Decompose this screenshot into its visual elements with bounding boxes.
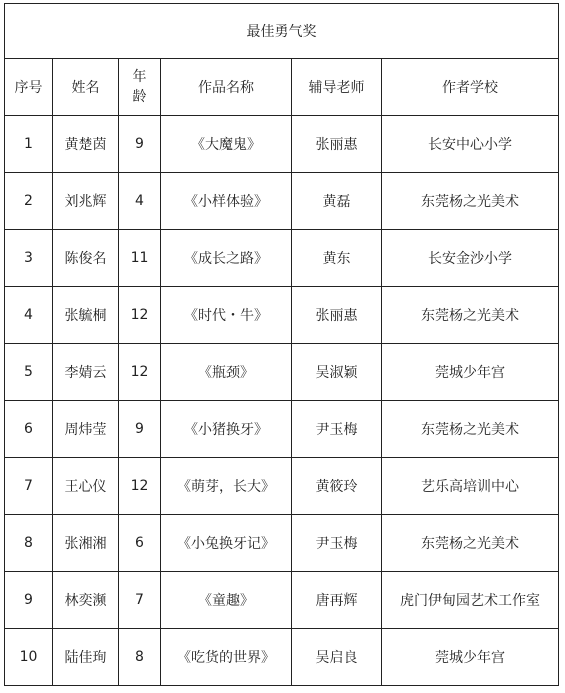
cell-work: 《萌芽，长大》 xyxy=(161,458,292,515)
cell-work: 《瓶颈》 xyxy=(161,344,292,401)
cell-school: 虎门伊甸园艺术工作室 xyxy=(382,572,559,629)
cell-work: 《大魔鬼》 xyxy=(161,116,292,173)
table-row xyxy=(5,230,559,287)
cell-school: 长安金沙小学 xyxy=(382,230,559,287)
cell-name: 李婧云 xyxy=(53,344,119,401)
table-row xyxy=(5,287,559,344)
table-row xyxy=(5,173,559,230)
header-age-line2: 龄 xyxy=(132,89,147,105)
table-row xyxy=(5,572,559,629)
cell-work: 《小兔换牙记》 xyxy=(161,515,292,572)
cell-school: 东莞杨之光美术 xyxy=(382,173,559,230)
cell-no: 1 xyxy=(5,116,53,173)
cell-teacher: 尹玉梅 xyxy=(292,515,382,572)
cell-work: 《吃货的世界》 xyxy=(161,629,292,686)
header-age xyxy=(119,59,161,116)
header-work: 作品名称 xyxy=(161,59,292,116)
title-row xyxy=(5,4,559,59)
cell-school: 莞城少年宫 xyxy=(382,629,559,686)
cell-name: 王心仪 xyxy=(53,458,119,515)
cell-name: 张湘湘 xyxy=(53,515,119,572)
cell-teacher: 张丽惠 xyxy=(292,287,382,344)
header-age-line1: 年 xyxy=(132,69,147,85)
table-title: 最佳勇气奖 xyxy=(5,4,559,59)
header-row xyxy=(5,59,559,116)
cell-work: 《童趣》 xyxy=(161,572,292,629)
cell-teacher: 唐再辉 xyxy=(292,572,382,629)
table-body xyxy=(5,116,559,686)
cell-school: 东莞杨之光美术 xyxy=(382,515,559,572)
cell-age: 6 xyxy=(119,515,161,572)
table-row xyxy=(5,629,559,686)
cell-name: 黄楚茵 xyxy=(53,116,119,173)
cell-age: 12 xyxy=(119,287,161,344)
cell-age: 7 xyxy=(119,572,161,629)
cell-school: 莞城少年宫 xyxy=(382,344,559,401)
header-school: 作者学校 xyxy=(382,59,559,116)
award-table xyxy=(4,3,559,686)
cell-age: 9 xyxy=(119,116,161,173)
cell-school: 长安中心小学 xyxy=(382,116,559,173)
cell-school: 东莞杨之光美术 xyxy=(382,401,559,458)
cell-teacher: 张丽惠 xyxy=(292,116,382,173)
cell-work: 《小猪换牙》 xyxy=(161,401,292,458)
cell-no: 9 xyxy=(5,572,53,629)
cell-name: 陈俊名 xyxy=(53,230,119,287)
cell-age: 11 xyxy=(119,230,161,287)
cell-name: 周炜莹 xyxy=(53,401,119,458)
header-name: 姓名 xyxy=(53,59,119,116)
header-no: 序号 xyxy=(5,59,53,116)
cell-no: 8 xyxy=(5,515,53,572)
table-row xyxy=(5,458,559,515)
cell-name: 张毓桐 xyxy=(53,287,119,344)
cell-no: 10 xyxy=(5,629,53,686)
cell-age: 4 xyxy=(119,173,161,230)
table-row xyxy=(5,116,559,173)
cell-age: 12 xyxy=(119,458,161,515)
cell-no: 4 xyxy=(5,287,53,344)
cell-teacher: 黄磊 xyxy=(292,173,382,230)
award-table-container xyxy=(4,3,559,686)
cell-work: 《成长之路》 xyxy=(161,230,292,287)
table-row xyxy=(5,515,559,572)
cell-teacher: 尹玉梅 xyxy=(292,401,382,458)
cell-teacher: 黄筱玲 xyxy=(292,458,382,515)
cell-no: 3 xyxy=(5,230,53,287)
table-row xyxy=(5,344,559,401)
cell-age: 8 xyxy=(119,629,161,686)
cell-name: 陆佳珣 xyxy=(53,629,119,686)
cell-no: 6 xyxy=(5,401,53,458)
cell-work: 《时代・牛》 xyxy=(161,287,292,344)
table-row xyxy=(5,401,559,458)
header-teacher: 辅导老师 xyxy=(292,59,382,116)
cell-work: 《小样体验》 xyxy=(161,173,292,230)
cell-teacher: 黄东 xyxy=(292,230,382,287)
cell-age: 9 xyxy=(119,401,161,458)
cell-name: 林奕濒 xyxy=(53,572,119,629)
cell-no: 2 xyxy=(5,173,53,230)
cell-school: 艺乐高培训中心 xyxy=(382,458,559,515)
cell-teacher: 吴启良 xyxy=(292,629,382,686)
cell-age: 12 xyxy=(119,344,161,401)
cell-no: 5 xyxy=(5,344,53,401)
cell-school: 东莞杨之光美术 xyxy=(382,287,559,344)
cell-teacher: 吴淑颖 xyxy=(292,344,382,401)
cell-name: 刘兆辉 xyxy=(53,173,119,230)
cell-no: 7 xyxy=(5,458,53,515)
